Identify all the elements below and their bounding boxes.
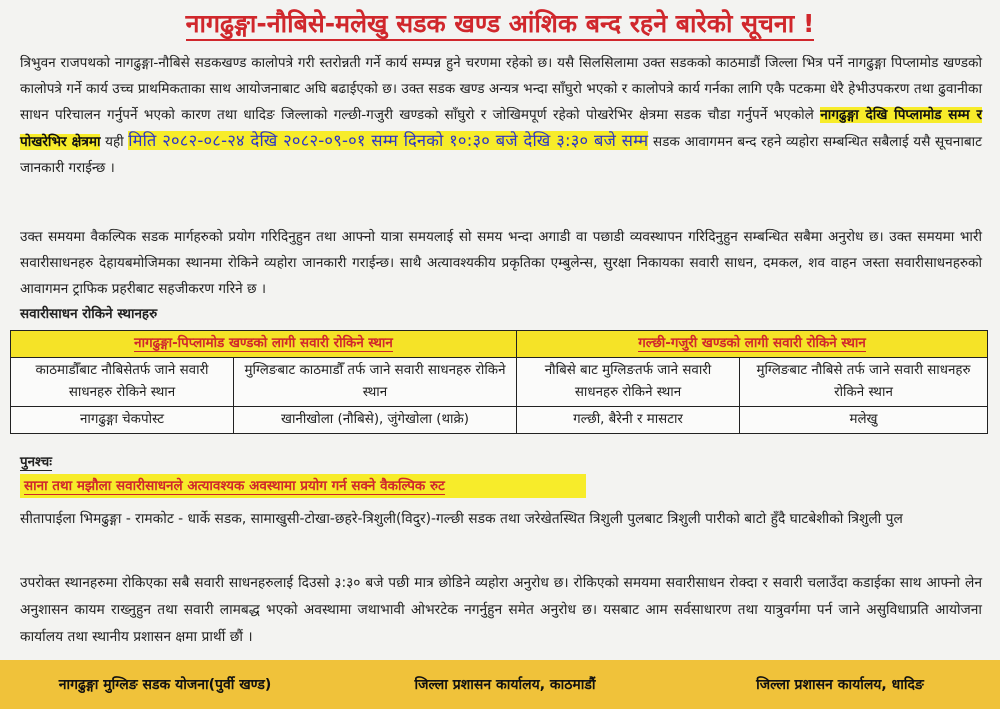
table-header-cell: गल्छी-गजुरी खण्डको लागी सवारी रोकिने स्थान	[517, 331, 988, 358]
highlight-place: नागढुङ्गा देखि पिप्लामोड सम्म र पोखरेभिर क्षेत्रमा	[20, 107, 983, 150]
table-cell: मुग्लिङबाट काठमाडौँ तर्फ जाने सवारी साधनहरु रोकिने स्थान	[234, 358, 517, 407]
table-cell: नौबिसे बाट मुग्लिङतर्फ जाने सवारी साधनहरु रोकिने स्थान	[517, 358, 740, 407]
stop-places-heading: सवारीसाधन रोकिने स्थानहरु	[20, 306, 158, 322]
alt-route-title: साना तथा मझौला सवारीसाधनले अत्यावश्यक अवस्थामा प्रयोग गर्न सक्ने वैकल्पिक रुट	[20, 474, 586, 498]
highlight-date: मिति २०८२-०८-२४ देखि २०८२-०९-०१ सम्म दिनको १०:३० बजे देखि ३:३० बजे सम्म	[128, 131, 649, 150]
footer-office-project: नागढुङ्गा मुग्लिङ सडक योजना(पुर्वी खण्ड)	[58, 677, 272, 693]
table-header-row	[11, 331, 988, 358]
intro-paragraph	[20, 50, 982, 181]
table-cell: गल्छी, बैरेनी र मासटार	[517, 407, 740, 434]
footer-office-dhading: जिल्ला प्रशासन कार्यालय, धादिङ	[756, 677, 924, 693]
table-cell: काठमाडौँबाट नौबिसेतर्फ जाने सवारी साधनहरु रोकिने स्थान	[11, 358, 234, 407]
stop-places-table	[10, 330, 988, 434]
footer-office-kathmandu: जिल्ला प्रशासन कार्यालय, काठमाडौं	[414, 677, 596, 693]
table-cell: खानीखोला (नौबिसे), जुंगेखोला (थाक्रे)	[234, 407, 517, 434]
table-header-cell: नागढुङ्गा-पिप्लामोड खण्डको लागी सवारी रोकिने स्थान	[11, 331, 517, 358]
table-cell: मलेखु	[740, 407, 988, 434]
signature-footer	[0, 660, 1000, 709]
table-row	[11, 358, 988, 407]
alternate-roads-paragraph: उक्त समयमा वैकल्पिक सडक मार्गहरुको प्रयोग गरिदिनुहुन तथा आफ्नो यात्रा समयलाई सो समय भन्दा अगाडी वा पछाडी व्यवस्थापन गरिदिनुहुन सम्बन्धित सबैमा अनुरोध छ। उक्त समयमा भारी सवारीसाधनहरु देहायबमोजिमका स्थानमा रोकिने व्यहोरा जानकारी गराईन्छ। साथै अत्यावश्यकीय प्रकृतिका एम्बुलेन्स, सुरक्षा निकायका सवारी साधन, दमकल, शव वाहन जस्ता सवारीसाधनहरुको आवागमन ट्राफिक प्रहरीबाट सहजीकरण गरिने छ ।	[20, 229, 982, 297]
intro-text-a: त्रिभुवन राजपथको नागढुङ्गा-नौबिसे सडकखण्ड कालोपत्रे गरी स्तरोन्नती गर्ने कार्य सम्पन्न हुने चरणमा रहेको छ। यसै सिलसिलामा उक्त सडकको काठमाडौं जिल्ला भित्र पर्ने नागढुङ्गा पिप्लामोड खण्डको कालोपत्रे गर्ने कार्य उच्च प्राथमिकताका साथ आयोजनाबाट अघि बढाईएको छ। उक्त सडक खण्ड अन्यत्र भन्दा साँघुरो भएको र कालोपत्रे कार्य गर्नका लागि एकै पटकमा धेरै हेभीउपकरण तथा ढुवानीका साधन परिचालन गर्नुपर्ने भएको कारण तथा धादिङ जिल्लाको गल्छी-गजुरी खण्डको साँघुरो र जोखिमपूर्ण रहेको पोखरेभिर क्षेत्रमा सडक चौडा गर्नुपर्ने भएकोले	[20, 55, 982, 123]
intro-text-b: यही	[100, 134, 129, 150]
alt-route-text: सीतापाईला भिमढुङ्गा - रामकोट - धार्के सडक, सामाखुसी-टोखा-छहरे-त्रिशुली(विदुर)-गल्छी सडक तथा जरेखेतस्थित त्रिशुली पुलबाट त्रिशुली पारीको बाटो हुँदै घाटबेशीको त्रिशुली पुल	[20, 511, 903, 527]
final-paragraph: उपरोक्त स्थानहरुमा रोकिएका सबै सवारी साधनहरुलाई दिउसो ३:३० बजे पछी मात्र छोडिने व्यहोरा अनुरोध छ। रोकिएको समयमा सवारीसाधन रोक्दा र सवारी चलाउँदा कडाईका साथ आफ्नो लेन अनुशासन कायम राख्नुहुन तथा सवारी लामबद्ध भएको अवस्थामा जथाभावी ओभरटेक नगर्नुहुन समेत अनुरोध छ। यसबाट आम सर्वसाधारण तथा यात्रुवर्गमा पर्न जाने असुविधाप्रति आयोजना कार्यालय तथा स्थानीय प्रशासन क्षमा प्रार्थी छौं ।	[20, 575, 982, 645]
table-cell: नागढुङ्गा चेकपोस्ट	[11, 407, 234, 434]
table-row	[11, 407, 988, 434]
table-cell: मुग्लिङबाट नौबिसे तर्फ जाने सवारी साधनहरु रोकिने स्थान	[740, 358, 988, 407]
notice-title: नागढुङ्गा-नौबिसे-मलेखु सडक खण्ड आंशिक बन्द रहने बारेको सूचना !	[0, 6, 1000, 40]
intro-text-c: सडक आवागमन बन्द रहने व्यहोरा सम्बन्धित सबैलाई यसै सूचनाबाट जानकारी गराईन्छ ।	[20, 134, 983, 176]
postscript-label: पुनश्चः	[20, 452, 52, 471]
